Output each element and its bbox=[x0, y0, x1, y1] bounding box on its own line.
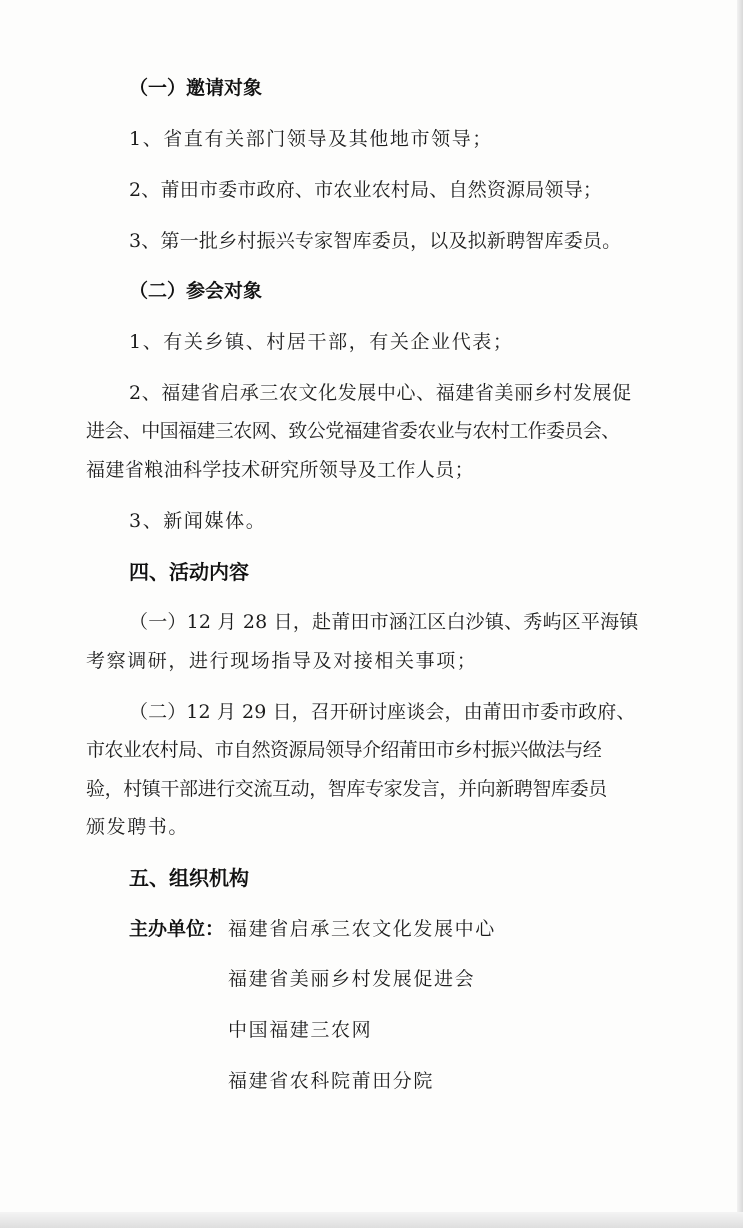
section4-p1-line-2: 考察调研，进行现场指导及对接相关事项； bbox=[86, 650, 478, 672]
attend-item-3: 3、新闻媒体。 bbox=[129, 510, 267, 532]
scan-edge-bottom bbox=[0, 1212, 743, 1228]
section4-p2-line-3: 验，村镇干部进行交流互动，智库专家发言，并向新聘智库委员 bbox=[86, 778, 607, 800]
host-label: 主办单位： bbox=[129, 918, 225, 940]
host-org-4: 福建省农科院莆田分院 bbox=[228, 1070, 435, 1092]
section4-p2-line-1: （二）12 月 29 日，召开研讨座谈会，由莆田市委市政府、 bbox=[129, 701, 636, 723]
section4-p2-line-2: 市农业农村局、市自然资源局领导介绍莆田市乡村振兴做法与经 bbox=[86, 739, 602, 761]
invite-item-2: 2、莆田市委市政府、市农业农村局、自然资源局领导； bbox=[129, 179, 603, 201]
section4-p1-line-1: （一）12 月 28 日，赴莆田市涵江区白沙镇、秀屿区平海镇 bbox=[129, 611, 639, 633]
attend-item-1: 1、有关乡镇、村居干部，有关企业代表； bbox=[129, 331, 514, 353]
invite-heading: （一）邀请对象 bbox=[129, 77, 263, 99]
host-org-1: 福建省启承三农文化发展中心 bbox=[228, 918, 496, 940]
invite-item-1: 1、省直有关部门领导及其他地市领导； bbox=[129, 128, 493, 150]
section4-heading: 四、活动内容 bbox=[129, 560, 249, 584]
attend-item-2-line-2: 进会、中国福建三农网、致公党福建省委农业与农村工作委员会、 bbox=[86, 420, 620, 442]
attend-heading: （二）参会对象 bbox=[129, 280, 263, 302]
invite-item-3: 3、第一批乡村振兴专家智库委员，以及拟新聘智库委员。 bbox=[129, 230, 622, 252]
host-org-3: 中国福建三农网 bbox=[228, 1019, 373, 1041]
section5-heading: 五、组织机构 bbox=[129, 866, 249, 890]
section4-p2-line-4: 颁发聘书。 bbox=[86, 816, 190, 838]
attend-item-2-line-1: 2、福建省启承三农文化发展中心、福建省美丽乡村发展促 bbox=[129, 382, 632, 404]
attend-item-2-line-3: 福建省粮油科学技术研究所领导及工作人员； bbox=[86, 459, 475, 481]
scan-edge-right bbox=[737, 0, 743, 1228]
host-org-2: 福建省美丽乡村发展促进会 bbox=[228, 968, 476, 990]
